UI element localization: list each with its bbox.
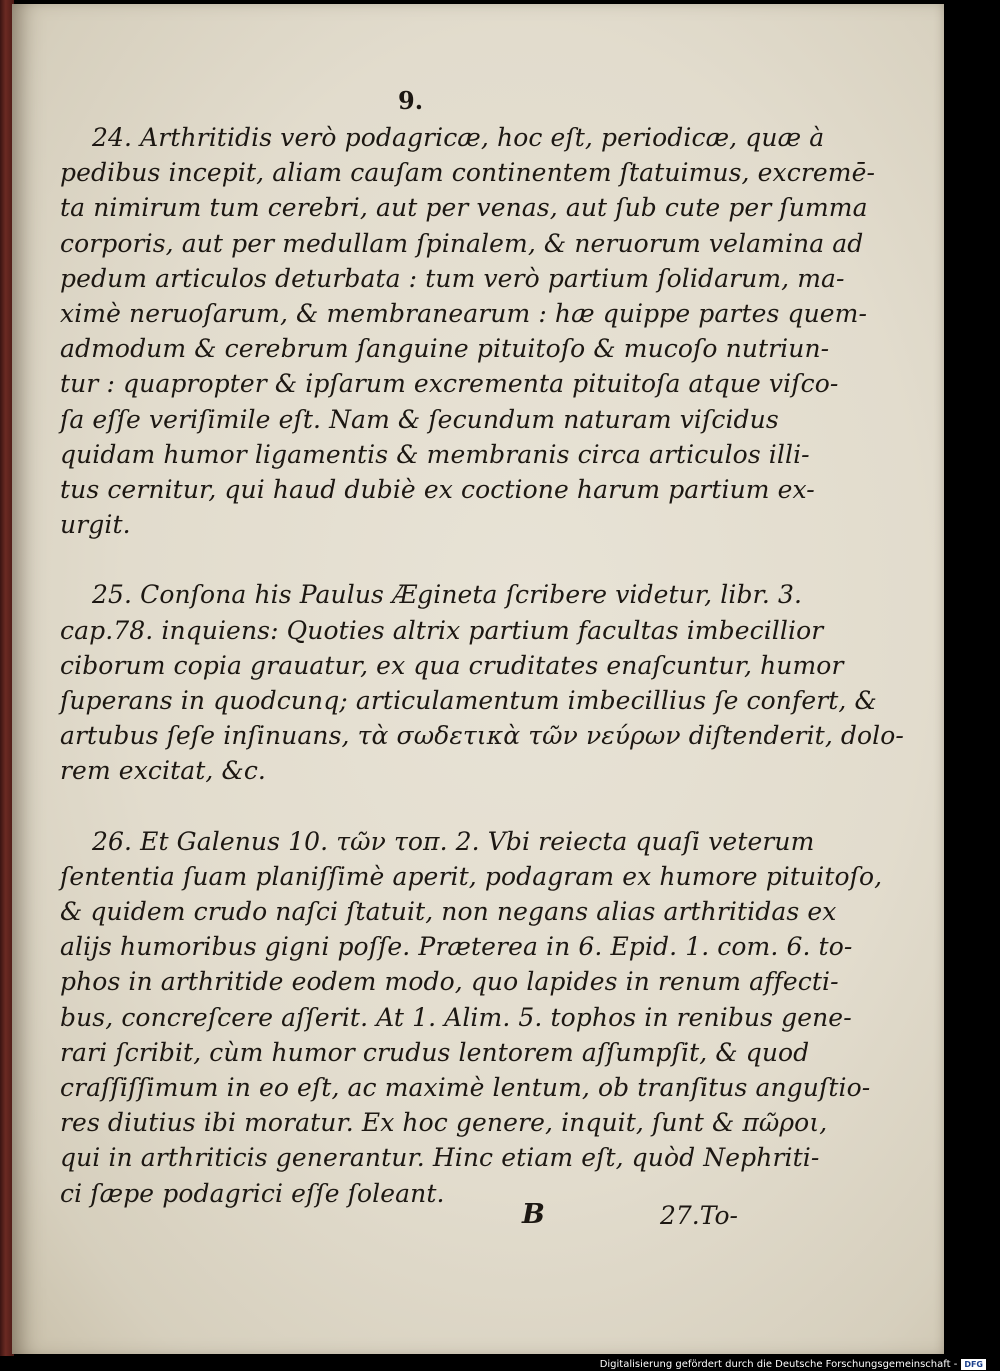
text-line: tus cernitur, qui haud dubiè ex coctione harum partium ex- bbox=[60, 475, 815, 505]
text-line: ſuperans in quodcunq; articulamentum imbecillius ſe confert, & bbox=[60, 686, 877, 716]
funding-footer bbox=[600, 1357, 986, 1371]
page-text bbox=[60, 120, 904, 1211]
text-line: ci ſæpe podagrici eſſe ſoleant. bbox=[60, 1178, 445, 1208]
paragraph-24 bbox=[60, 120, 876, 542]
text-line: cap.78. inquiens: Quoties altrix partium facultas imbecillior bbox=[60, 615, 824, 645]
text-line: 24. Arthritidis verò podagricæ, hoc eſt, periodicæ, quæ à bbox=[92, 123, 825, 152]
text-line: phos in arthritide eodem modo, quo lapides in renum affecti- bbox=[60, 967, 839, 997]
text-line: & quidem crudo naſci ſtatuit, non negans alias arthritidas ex bbox=[60, 897, 837, 927]
text-line: rem excitat, &c. bbox=[60, 756, 266, 786]
text-line: bus, concreſcere aſſerit. At 1. Alim. 5. tophos in renibus gene- bbox=[60, 1002, 852, 1032]
text-line: 25. Conſona his Paulus Ægineta ſcribere videtur, libr. 3. bbox=[92, 580, 803, 610]
text-line: pedibus incepit, aliam cauſam continentem ſtatuimus, excremē- bbox=[60, 158, 876, 188]
text-line: urgit. bbox=[60, 510, 131, 540]
dfg-logo: DFG bbox=[961, 1359, 986, 1370]
text-line: craſſiſſimum in eo eſt, ac maximè lentum, ob tranſitus anguſtio- bbox=[60, 1073, 871, 1103]
text-line: tur : quapropter & ipſarum excrementa pituitoſa atque viſco- bbox=[60, 369, 839, 399]
catchword: 27.To- bbox=[660, 1201, 738, 1230]
page-number: 9. bbox=[398, 86, 424, 115]
text-line: pedum articulos deturbata : tum verò partium ſolidarum, ma- bbox=[60, 263, 845, 293]
paragraph-26 bbox=[60, 824, 883, 1211]
text-line: ſententia ſuam planiſſimè aperit, podagram ex humore pituitoſo, bbox=[60, 861, 883, 891]
paragraph-25 bbox=[60, 577, 904, 788]
text-line: alijs humoribus gigni poſſe. Præterea in 6. Epid. 1. com. 6. to- bbox=[60, 932, 853, 962]
funding-text: Digitalisierung gefördert durch die Deutsche Forschungsgemeinschaft - bbox=[599, 1358, 958, 1370]
text-line: res diutius ibi moratur. Ex hoc genere, inquit, ſunt & πῶροι, bbox=[60, 1108, 828, 1138]
book-page bbox=[12, 4, 944, 1354]
text-line: quidam humor ligamentis & membranis circa articulos illi- bbox=[60, 439, 810, 469]
signature-mark: B bbox=[522, 1199, 545, 1230]
text-line: qui in arthriticis generantur. Hinc etiam eſt, quòd Nephriti- bbox=[60, 1143, 820, 1173]
text-line: rari ſcribit, cùm humor crudus lentorem aſſumpſit, & quod bbox=[60, 1037, 810, 1067]
text-line: admodum & cerebrum ſanguine pituitoſo & mucoſo nutriun- bbox=[60, 334, 830, 364]
text-line: ximè neruoſarum, & membranearum : hæ quippe partes quem- bbox=[60, 299, 868, 329]
text-line: ta nimirum tum cerebri, aut per venas, aut ſub cute per ſumma bbox=[60, 193, 868, 223]
text-line: ſa eſſe veriſimile eſt. Nam & ſecundum naturam viſcidus bbox=[60, 404, 779, 434]
text-line: artubus ſeſe inſinuans, τὰ σωδετικὰ τῶν νεύρων diſtenderit, dolo- bbox=[60, 721, 904, 751]
text-line: ciborum copia grauatur, ex qua cruditates enaſcuntur, humor bbox=[60, 650, 844, 680]
text-line: 26. Et Galenus 10. τῶν τοπ. 2. Vbi reiecta quaſi veterum bbox=[92, 826, 815, 856]
text-line: corporis, aut per medullam ſpinalem, & neruorum velamina ad bbox=[60, 228, 864, 258]
